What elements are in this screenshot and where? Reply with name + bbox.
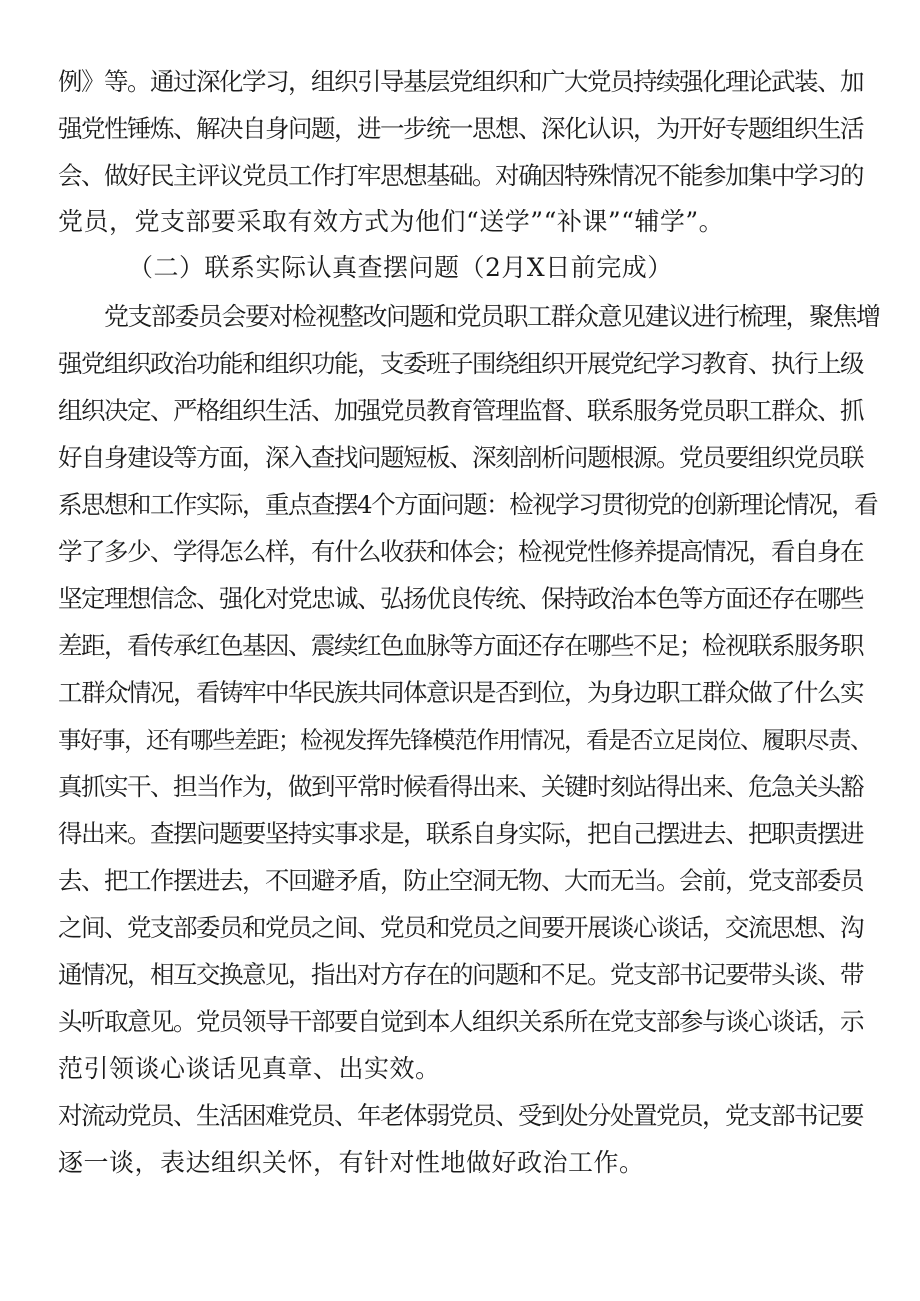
paragraph-line: 例》等。通过深化学习，组织引导基层党组织和广大党员持续强化理论武装、加 [58, 67, 863, 96]
paragraph-line: 强党性锤炼、解决自身问题，进一步统一思想、深化认识，为开好专题组织生活 [58, 114, 863, 143]
paragraph-line: 强党组织政治功能和组织功能，支委班子围绕组织开展党纪学习教育、执行上级 [58, 349, 863, 378]
paragraph-line: 真抓实干、担当作为，做到平常时候看得出来、关键时刻站得出来、危急关头豁 [58, 772, 863, 801]
paragraph-line: 好自身建设等方面，深入查找问题短板、深刻剖析问题根源。党员要组织党员联 [58, 443, 863, 472]
paragraph-line: 事好事，还有哪些差距；检视发挥先锋模范作用情况，看是否立足岗位、履职尽责、 [58, 726, 872, 754]
paragraph-line: 系思想和工作实际，重点查摆4个方面问题：检视学习贯彻党的创新理论情况，看 [58, 490, 878, 519]
paragraph-line: 范引领谈心谈话见真章、出实效。 [58, 1054, 441, 1083]
paragraph-line: 组织决定、严格组织生活、加强党员教育管理监督、联系服务党员职工群众、抓 [58, 396, 863, 425]
paragraph-line: 会、做好民主评议党员工作打牢思想基础。对确因特殊情况不能参加集中学习的 [58, 161, 863, 190]
paragraph-line: 对流动党员、生活困难党员、年老体弱党员、受到处分处置党员，党支部书记要 [58, 1101, 863, 1130]
paragraph-line: 通情况，相互交换意见，指出对方存在的问题和不足。党支部书记要带头谈、带 [58, 960, 863, 989]
paragraph-line: 头听取意见。党员领导干部要自觉到本人组织关系所在党支部参与谈心谈话，示 [58, 1007, 863, 1036]
paragraph-line: 学了多少、学得怎么样，有什么收获和体会；检视党性修养提高情况，看自身在 [58, 537, 863, 566]
paragraph-line: 去、把工作摆进去，不回避矛盾，防止空洞无物、大而无当。会前，党支部委员 [58, 866, 863, 895]
paragraph-line: 逐一谈，表达组织关怀，有针对性地做好政治工作。 [58, 1148, 645, 1177]
paragraph-line: 工群众情况，看铸牢中华民族共同体意识是否到位，为身边职工群众做了什么实 [58, 678, 863, 707]
paragraph-line: 得出来。查摆问题要坚持实事求是，联系自身实际，把自己摆进去、把职责摆进 [58, 819, 863, 848]
paragraph-line: 党员，党支部要采取有效方式为他们“送学”“补课”“辅学”。 [58, 207, 725, 236]
paragraph-line: 党支部委员会要对检视整改问题和党员职工群众意见建议进行梳理，聚焦增 [104, 302, 880, 331]
paragraph-line: 差距，看传承红色基因、震续红色血脉等方面还存在哪些不足；检视联系服务职 [58, 631, 863, 660]
paragraph-line: 之间、党支部委员和党员之间、党员和党员之间要开展谈心谈话，交流思想、沟 [58, 913, 863, 942]
paragraph-line: 坚定理想信念、强化对党忠诚、弘扬优良传统、保持政治本色等方面还存在哪些 [58, 584, 863, 613]
section-heading: （二）联系实际认真查摆问题（2月X日前完成） [128, 253, 673, 282]
